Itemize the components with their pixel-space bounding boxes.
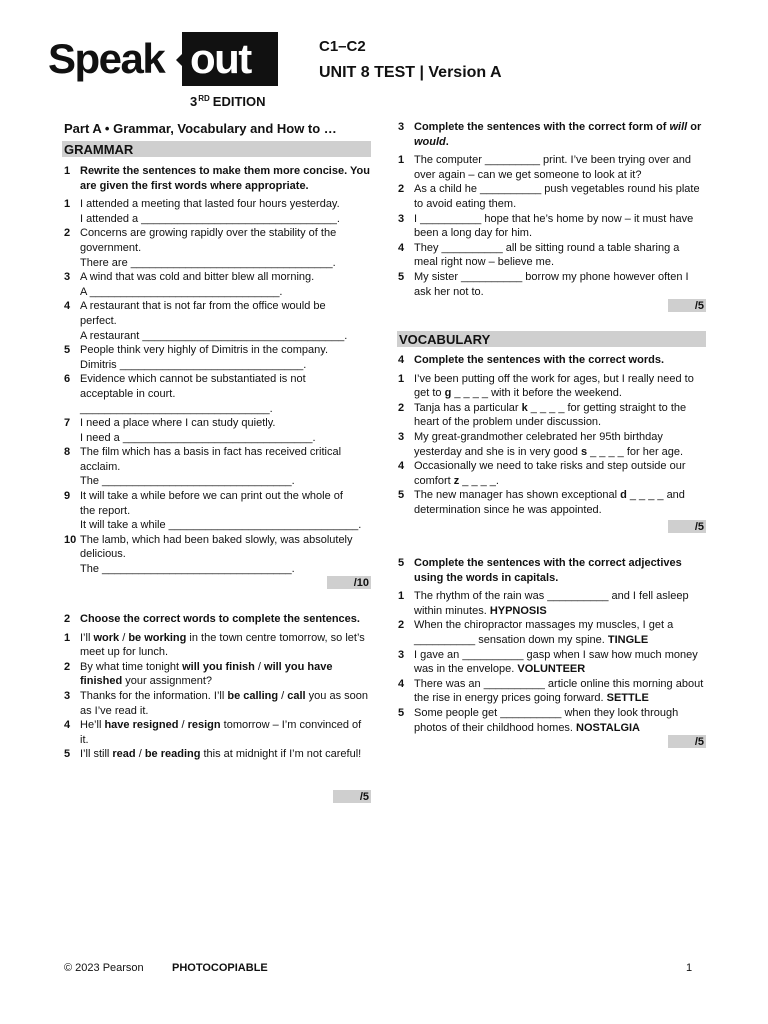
item-line: government. (80, 241, 142, 254)
instruction (398, 353, 706, 368)
item-number: 4 (398, 677, 405, 690)
item-text-part: The rhythm of the rain was __________ and I fell asleep within minutes. (414, 590, 689, 617)
question-4 (398, 353, 706, 518)
item-text (414, 372, 706, 401)
question-1 (64, 164, 370, 577)
item-text-part: I’ll still (80, 748, 113, 761)
first-letter: s (580, 445, 588, 458)
instruction (64, 612, 370, 627)
list-item (398, 648, 706, 677)
item-text-part: / (178, 719, 188, 732)
option-word: be calling (227, 689, 279, 702)
item-number: 3 (64, 689, 71, 702)
list-item (398, 372, 706, 401)
list-item (398, 430, 706, 459)
item-text-part: Occasionally we need to take risks and step outside our comfort (414, 460, 686, 487)
item-number: 1 (64, 198, 71, 211)
capital-word: VOLUNTEER (517, 663, 586, 676)
item-line: delicious. (80, 548, 126, 561)
footer-photocopiable: PHOTOCOPIABLE (172, 962, 268, 974)
list-item (64, 660, 370, 689)
item-number: 4 (64, 300, 71, 313)
item-number: 7 (64, 417, 71, 430)
option-word: resign (187, 719, 221, 732)
item-number: 8 (64, 446, 71, 459)
score-box-q5: /5 (668, 735, 706, 748)
item-text (80, 689, 370, 718)
first-letter: d (620, 489, 627, 502)
capital-word: SETTLE (606, 692, 649, 705)
instruction-text: Complete the sentences with the correct adjectives using the words in capitals. (414, 557, 682, 584)
item-text: They __________ all be sitting round a table sharing a meal right now – believe me. (414, 241, 680, 269)
instruction (398, 556, 706, 585)
item-text: I __________ hope that he’s home by now – it must have been a long day for him. (414, 212, 694, 240)
item-number: 1 (398, 590, 405, 603)
item-number: 3 (64, 271, 71, 284)
list-item (64, 631, 370, 660)
score-box-q1: /10 (327, 576, 371, 589)
score-box-q2: /5 (333, 790, 371, 803)
item-line: The lamb, which had been baked slowly, was absolutely (80, 533, 353, 546)
option-word: will you finish (182, 660, 255, 673)
item-text (414, 618, 706, 647)
item-line: People think very highly of Dimitris in the company. (80, 344, 329, 357)
option-word: be working (128, 631, 187, 644)
list-item (398, 212, 706, 241)
item-text-part: _ _ _ _. (459, 474, 499, 487)
item-text-part: in the town centre tomorrow, so let’s meet up for lunch. (80, 631, 365, 659)
list-item (64, 489, 370, 533)
item-line: A wind that was cold and bitter blew all morning. (80, 271, 315, 284)
item-line: A restaurant _________________________________. (80, 329, 348, 342)
item-text-part: The new manager has shown exceptional (414, 489, 621, 502)
item-line: I attended a ________________________________. (80, 212, 340, 225)
instruction-will: will (669, 121, 688, 133)
item-text (414, 459, 706, 488)
list-item (398, 401, 706, 430)
item-text-part: When the chiropractor massages my muscles, I get a __________ sensation down my spine. (414, 619, 674, 646)
option-word: work (93, 631, 120, 644)
item-text (414, 589, 706, 618)
item-text-part: _ _ _ _ and determination since he was appointed. (414, 489, 685, 516)
list-item (64, 533, 370, 577)
page-title: UNIT 8 TEST | Version A (319, 64, 502, 81)
option-word: will you have finished (80, 660, 333, 688)
item-text-part: / (278, 689, 288, 702)
item-line: The film which has a basis in fact has received critical (80, 446, 342, 459)
item-line: I need a place where I can study quietly. (80, 417, 276, 430)
list-item (64, 689, 370, 718)
item-text-part: By what time tonight (80, 660, 183, 673)
item-text-part: I gave an __________ gasp when I saw how much money was in the envelope. (414, 648, 698, 676)
item-text (414, 648, 706, 677)
instruction-would: would (414, 135, 446, 148)
question-5 (398, 556, 706, 735)
option-word: call (287, 689, 306, 702)
item-number: 2 (64, 227, 71, 240)
item-text (414, 401, 706, 430)
item-text-part: There was an __________ article online this morning about the rise in energy prices going forward. (414, 677, 704, 705)
list-item (398, 182, 706, 211)
item-number: 5 (398, 270, 405, 283)
part-title: Part A • Grammar, Vocabulary and How to … (64, 121, 337, 136)
item-text (414, 706, 706, 735)
first-letter: k (521, 401, 528, 414)
item-line: Evidence which cannot be substantiated is not (80, 373, 306, 386)
edition-label: 3RD EDITION (190, 94, 266, 109)
item-line: A restaurant that is not far from the office would be (80, 300, 326, 313)
item-number: 4 (64, 719, 71, 732)
item-number: 5 (64, 344, 71, 357)
instruction-text: Complete the sentences with the correct form of (414, 121, 670, 133)
item-number: 6 (64, 373, 71, 386)
item-number: 3 (398, 212, 405, 225)
list-item (64, 747, 370, 762)
item-line: The _______________________________. (80, 563, 295, 576)
logo-out: out (190, 35, 251, 82)
list-item (64, 270, 370, 299)
list-item (398, 459, 706, 488)
list-item (398, 677, 706, 706)
item-number: 1 (398, 154, 405, 167)
item-line: acclaim. (80, 460, 121, 473)
item-text: As a child he __________ push vegetables round his plate to avoid eating them. (414, 183, 700, 210)
item-text-part: Tanja has a particular (414, 401, 522, 414)
item-number: 3 (398, 430, 405, 443)
item-text-part: tomorrow – I’m convinced of it. (80, 719, 362, 746)
item-text-part: your assignment? (122, 675, 213, 688)
list-item (398, 589, 706, 618)
question-2 (64, 612, 370, 762)
list-item (398, 706, 706, 735)
list-item (64, 718, 370, 747)
item-line: acceptable in court. (80, 387, 176, 400)
list-item (398, 241, 706, 270)
item-line: It will take a while _______________________________. (80, 519, 362, 532)
vocabulary-heading: VOCABULARY (397, 331, 706, 347)
item-text-part: _ _ _ _ for her age. (587, 445, 684, 458)
item-number: 4 (398, 241, 405, 254)
item-number: 2 (398, 619, 405, 632)
item-text: The computer _________ print. I’ve been trying over and over again – can we get someone to look at it? (414, 154, 692, 181)
footer-copyright: © 2023 Pearson (64, 962, 144, 974)
instruction-text: . (445, 135, 449, 148)
page-number: 1 (686, 962, 693, 974)
item-text-part: / (119, 631, 129, 644)
item-line: _______________________________. (80, 402, 273, 415)
level-label: C1–C2 (319, 38, 366, 55)
item-line: Concerns are growing rapidly over the stability of the (80, 227, 337, 240)
list-item (64, 416, 370, 445)
first-letter: g (444, 387, 452, 400)
option-word: be reading (144, 748, 201, 761)
item-text-part: this at midnight if I’m not careful! (200, 748, 362, 761)
item-line: I need a _______________________________. (80, 431, 316, 444)
capital-word: HYPNOSIS (489, 604, 547, 617)
instruction (398, 120, 706, 149)
option-word: read (112, 748, 136, 761)
instruction (64, 164, 370, 193)
item-text (80, 660, 370, 689)
item-text-part: _ _ _ _ for getting straight to the heart of the problem under discussion. (414, 401, 687, 429)
score-box-q3: /5 (668, 299, 706, 312)
item-number: 2 (64, 660, 71, 673)
list-item (64, 226, 370, 270)
item-text-part: Some people get __________ when they look through photos of their childhood homes. (414, 706, 679, 734)
item-text-part: He’ll (80, 719, 105, 732)
item-line: perfect. (80, 314, 117, 327)
instruction-text: Complete the sentences with the correct words. (414, 354, 665, 366)
first-letter: z (453, 474, 460, 487)
item-text (414, 677, 706, 706)
item-line: The _______________________________. (80, 475, 295, 488)
item-text-part: / (254, 660, 265, 673)
question-number: 5 (398, 557, 405, 569)
item-number: 3 (398, 648, 405, 661)
item-number: 5 (398, 706, 405, 719)
capital-word: NOSTALGIA (576, 721, 641, 734)
instruction-text: Choose the correct words to complete the sentences. (80, 613, 360, 625)
item-number: 2 (398, 401, 405, 414)
capital-word: TINGLE (607, 633, 649, 646)
grammar-heading: GRAMMAR (62, 141, 371, 157)
item-text-part: My great-grandmother celebrated her 95th birthday yesterday and she is in very good (414, 430, 663, 458)
list-item (398, 618, 706, 647)
list-item (398, 270, 706, 299)
instruction-text: Rewrite the sentences to make them more concise. You are given the first words where appropriate. (80, 165, 370, 192)
list-item (398, 488, 706, 517)
item-number: 5 (398, 489, 405, 502)
item-text-part: / (135, 748, 145, 761)
logo-speak: Speak (48, 35, 165, 82)
item-line: It will take a while before we can print out the whole of (80, 490, 343, 503)
item-number: 2 (398, 183, 405, 196)
item-number: 4 (398, 460, 405, 473)
item-text-part: I’ll (80, 631, 94, 644)
item-text (414, 430, 706, 459)
question-number: 2 (64, 613, 71, 625)
item-number: 5 (64, 748, 71, 761)
question-number: 3 (398, 121, 405, 133)
item-line: Dimitris ______________________________. (80, 358, 307, 371)
item-text (414, 488, 706, 517)
item-text: My sister __________ borrow my phone however often I ask her not to. (414, 270, 689, 298)
item-text-part: Thanks for the information. I’ll (80, 689, 228, 702)
item-line: the report. (80, 504, 131, 517)
item-text (80, 718, 370, 747)
item-text (80, 747, 370, 762)
item-number: 9 (64, 490, 71, 503)
list-item (64, 445, 370, 489)
item-line: A _______________________________. (80, 285, 283, 298)
item-text-part: I’ve been putting off the work for ages, but I really need to get to (414, 372, 694, 400)
item-text-part: you as soon as I’ve read it. (80, 689, 368, 717)
question-number: 1 (64, 165, 71, 177)
list-item (64, 197, 370, 226)
score-box-q4: /5 (668, 520, 706, 533)
question-3 (398, 120, 706, 299)
item-line: There are _________________________________. (80, 256, 336, 269)
item-text (80, 631, 370, 660)
list-item (64, 343, 370, 372)
option-word: have resigned (104, 719, 179, 732)
list-item (64, 372, 370, 416)
list-item (398, 153, 706, 182)
item-number: 1 (64, 631, 71, 644)
item-number: 1 (398, 372, 405, 385)
item-number: 10 (64, 533, 77, 546)
item-line: I attended a meeting that lasted four hours yesterday. (80, 198, 340, 211)
list-item (64, 299, 370, 343)
item-text-part: _ _ _ _ with it before the weekend. (451, 387, 622, 400)
question-number: 4 (398, 354, 405, 366)
instruction-text: or (687, 121, 702, 133)
